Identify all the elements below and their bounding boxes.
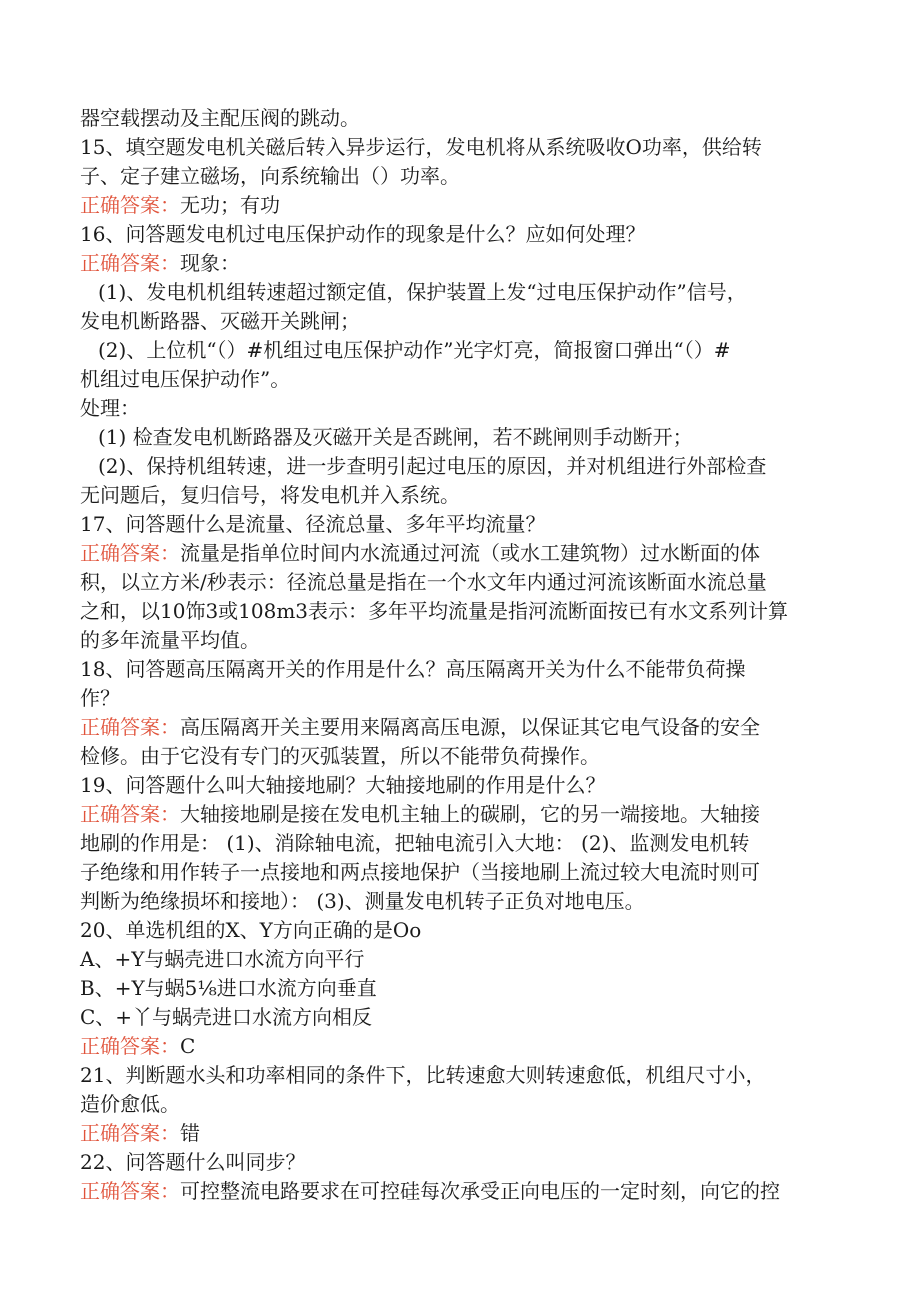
answer-label: 正确答案：: [80, 251, 180, 275]
line-text: 处理：: [80, 396, 140, 420]
line-text: (2)、上位机“（）#机组过电压保护动作”光字灯亮，简报窗口弹出“（）#: [98, 338, 731, 362]
text-line: [80, 887, 840, 916]
text-line: [80, 539, 840, 568]
text-line: [80, 655, 840, 684]
text-line: [80, 713, 840, 742]
text-line: [80, 1177, 840, 1206]
line-text: 流量是指单位时间内水流通过河流（或水工建筑物）过水断面的体: [180, 541, 760, 565]
line-text: (1) 检查发电机断路器及灭磁开关是否跳闸，若不跳闸则手动断开；: [98, 425, 693, 449]
text-line: [80, 945, 840, 974]
document-page: [80, 104, 840, 1206]
answer-label: 正确答案：: [80, 1179, 180, 1203]
line-text: C、+丫与蜗壳进口水流方向相反: [80, 1005, 373, 1029]
text-line: [80, 771, 840, 800]
line-text: 之和，以10饰3或108m3表示：多年平均流量是指河流断面按已有水文系列计算: [80, 599, 789, 623]
text-line: [80, 452, 840, 481]
line-text: A、+Y与蜗壳进口水流方向平行: [80, 947, 365, 971]
text-line: [80, 423, 840, 452]
line-text: C: [180, 1034, 196, 1058]
text-line: [80, 162, 840, 191]
line-text: 现象：: [180, 251, 240, 275]
text-line: [80, 510, 840, 539]
text-line: [80, 626, 840, 655]
line-text: 19、问答题什么叫大轴接地刷？大轴接地刷的作用是什么？: [80, 773, 606, 797]
text-line: [80, 307, 840, 336]
text-line: [80, 1061, 840, 1090]
text-line: [80, 684, 840, 713]
line-text: 地刷的作用是： (1)、消除轴电流，把轴电流引入大地： (2)、监测发电机转: [80, 831, 750, 855]
line-text: 积，以立方米/秒表示：径流总量是指在一个水文年内通过河流该断面水流总量: [80, 570, 767, 594]
line-text: 无问题后，复归信号，将发电机并入系统。: [80, 483, 460, 507]
line-text: 子绝缘和用作转子一点接地和两点接地保护（当接地刷上流过较大电流时则可: [80, 860, 760, 884]
line-text: 发电机断路器、灭磁开关跳闸；: [80, 309, 360, 333]
line-text: 的多年流量平均值。: [80, 628, 260, 652]
line-text: 大轴接地刷是接在发电机主轴上的碳刷，它的另一端接地。大轴接: [180, 802, 760, 826]
line-text: 17、问答题什么是流量、径流总量、多年平均流量？: [80, 512, 546, 536]
line-text: 子、定子建立磁场，向系统输出（）功率。: [80, 164, 460, 188]
line-text: 22、问答题什么叫同步？: [80, 1150, 306, 1174]
line-text: 无功；有功: [180, 193, 280, 217]
line-text: 15、填空题发电机关磁后转入异步运行，发电机将从系统吸收O功率，供给转: [80, 135, 762, 159]
text-line: [80, 858, 840, 887]
text-line: [80, 1119, 840, 1148]
line-text: B、+Y与蜗5⅛进口水流方向垂直: [80, 976, 377, 1000]
line-text: 机组过电压保护动作”。: [80, 367, 291, 391]
text-line: [80, 104, 840, 133]
line-text: 错: [180, 1121, 200, 1145]
line-text: 16、问答题发电机过电压保护动作的现象是什么？应如何处理？: [80, 222, 646, 246]
line-text: (1)、发电机机组转速超过额定值，保护装置上发“过电压保护动作”信号，: [98, 280, 747, 304]
text-line: [80, 191, 840, 220]
text-line: [80, 336, 840, 365]
text-line: [80, 278, 840, 307]
line-text: 20、单选机组的X、Y方向正确的是Oo: [80, 918, 422, 942]
text-line: [80, 1032, 840, 1061]
text-line: [80, 916, 840, 945]
line-text: 器空载摆动及主配压阀的跳动。: [80, 106, 360, 130]
text-line: [80, 1090, 840, 1119]
line-text: 造价愈低。: [80, 1092, 180, 1116]
answer-label: 正确答案：: [80, 802, 180, 826]
answer-label: 正确答案：: [80, 715, 180, 739]
text-line: [80, 249, 840, 278]
text-line: [80, 800, 840, 829]
line-text: 检修。由于它没有专门的灭弧装置，所以不能带负荷操作。: [80, 744, 600, 768]
line-text: 作？: [80, 686, 120, 710]
text-line: [80, 220, 840, 249]
text-line: [80, 829, 840, 858]
text-line: [80, 365, 840, 394]
answer-label: 正确答案：: [80, 1121, 180, 1145]
answer-label: 正确答案：: [80, 193, 180, 217]
text-line: [80, 394, 840, 423]
text-line: [80, 481, 840, 510]
text-line: [80, 742, 840, 771]
line-text: (2)、保持机组转速，进一步查明引起过电压的原因，并对机组进行外部检查: [98, 454, 767, 478]
line-text: 高压隔离开关主要用来隔离高压电源，以保证其它电气设备的安全: [180, 715, 760, 739]
line-text: 可控整流电路要求在可控硅每次承受正向电压的一定时刻，向它的控: [180, 1179, 780, 1203]
text-line: [80, 974, 840, 1003]
text-line: [80, 597, 840, 626]
line-text: 判断为绝缘损坏和接地）： (3)、测量发电机转子正负对地电压。: [80, 889, 645, 913]
answer-label: 正确答案：: [80, 541, 180, 565]
line-text: 21、判断题水头和功率相同的条件下，比转速愈大则转速愈低，机组尺寸小，: [80, 1063, 766, 1087]
text-line: [80, 1148, 840, 1177]
text-line: [80, 133, 840, 162]
answer-label: 正确答案：: [80, 1034, 180, 1058]
text-line: [80, 568, 840, 597]
text-line: [80, 1003, 840, 1032]
line-text: 18、问答题高压隔离开关的作用是什么？高压隔离开关为什么不能带负荷操: [80, 657, 746, 681]
